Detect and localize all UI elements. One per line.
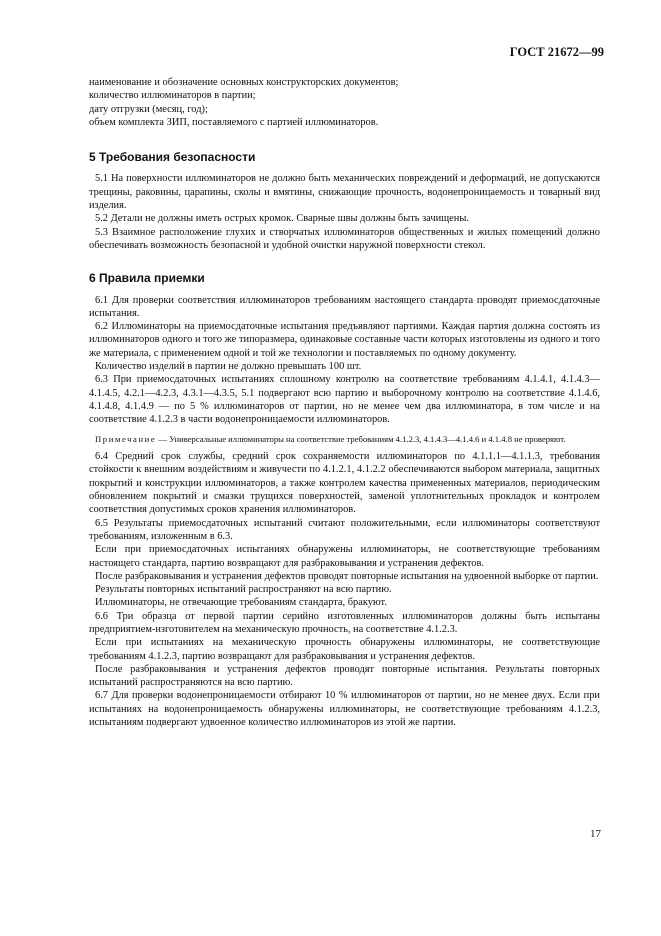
- paragraph: 6.1 Для проверки соответствия иллюминаторов требованиям настоящего стандарта проводят приемосдаточные испытания.: [89, 294, 600, 319]
- section-5-body: [89, 172, 600, 252]
- paragraph: После разбраковывания и устранения дефектов проводят повторные испытания. Результаты повторных испытаний распространяются на всю партию.: [89, 663, 600, 689]
- document-header: ГОСТ 21672—99: [509, 45, 604, 59]
- section-5-title: 5 Требования безопасности: [89, 150, 256, 165]
- paragraph: Количество изделий в партии не должно превышать 100 шт.: [95, 361, 362, 373]
- paragraph: 5.1 На поверхности иллюминаторов не должно быть механических повреждений и деформаций, не допускаются трещины, раковины, царапины, сколы и вмятины, снижающие прочность, водонепроницаемость и товарный вид изделия.: [89, 173, 600, 212]
- paragraph: Если при испытаниях на механическую прочность обнаружены иллюминаторы, не соответствующие требованиям 4.1.2.3, партию возвращают для разбраковывания и устранения дефектов.: [89, 637, 600, 662]
- paragraph: 6.2 Иллюминаторы на приемосдаточные испытания предъявляют партиями. Каждая партия должна состоять из иллюминаторов одного и того же типоразмера, одинаковые составные части которых изготовлены из одного и того же материала, с применением одной и той же технологии и поставляемых по одному документу.: [89, 321, 600, 359]
- paragraph: 5.3 Взаимное расположение глухих и створчатых иллюминаторов общественных и жилых помещений должно обеспечивать возможность безопасной и удобной очистки наружной поверхности стекол.: [89, 226, 600, 251]
- intro-list-item: дату отгрузки (месяц, год);: [89, 103, 208, 115]
- note: [95, 433, 600, 446]
- section-6-body: [89, 294, 600, 730]
- intro-list-item: количество иллюминаторов в партии;: [89, 90, 256, 102]
- page-number: 17: [590, 828, 601, 840]
- paragraph: Иллюминаторы, не отвечающие требованиям стандарта, бракуют.: [95, 597, 387, 609]
- intro-list-item: наименование и обозначение основных конструкторских документов;: [89, 77, 399, 88]
- paragraph: Если при приемосдаточных испытаниях обнаружены иллюминаторы, не соответствующие требованиям настоящего стандарта, партию возвращают для разбраковывания и устранения дефектов.: [89, 544, 600, 569]
- paragraph: 6.5 Результаты приемосдаточных испытаний считают положительными, если иллюминаторы соответствуют требованиям, изложенным в 6.3.: [89, 517, 600, 542]
- paragraph: 5.2 Детали не должны иметь острых кромок. Сварные швы должны быть зачищены.: [95, 213, 469, 225]
- paragraph: Результаты повторных испытаний распространяют на всю партию.: [95, 584, 392, 596]
- paragraph: 6.4 Средний срок службы, средний срок сохраняемости иллюминаторов по 4.1.1.1—4.1.1.3, требования стойкости к внешним воздействиям и живучести по 4.1.2.1, 4.1.2.2 обеспечиваются выбором материала, защитных покрытий и конструкции иллюминаторов, а также контролем качества примененных материалов, периодическим обновлением покрытий и смазки трущихся поверхностей, заменой уплотнительных прокладок и контролем соответствия допустимых сроков хранения иллюминаторов.: [89, 451, 600, 516]
- note-text: — Универсальные иллюминаторы на соответствие требованиям 4.1.2.3, 4.1.4.3—4.1.4.6 и 4.1.4.8 не проверяют.: [156, 433, 566, 444]
- note-label: Примечание: [95, 433, 157, 444]
- paragraph: 6.6 Три образца от первой партии серийно изготовленных иллюминаторов должны быть испытаны предприятием-изготовителем на механическую прочность, на соответствие 4.1.2.3.: [89, 610, 600, 635]
- paragraph: 6.7 Для проверки водонепроницаемости отбирают 10 % иллюминаторов от партии, но не менее двух. Если при испытаниях на водонепроницаемость обнаружены иллюминаторы, не соответствующие требованиям 4.1.2.3, испытаниям подвергают удвоенное количество иллюминаторов из этой же партии.: [89, 690, 600, 729]
- paragraph: 6.3 При приемосдаточных испытаниях сплошному контролю на соответствие требованиям 4.1.4.1, 4.1.4.3—4.1.4.5, 4.2.1—4.2.3, 4.3.1—4.3.5, 5.1 подвергают всю партию и выборочному контролю на соответствие 4.1.4.6, 4.1.4.8, 4.1.4.9 — по 5 % иллюминаторов от партии, но не менее чем два иллюминатора, в том числе и на соответствие 4.1.2.3 в части водонепроницаемости иллюминаторов.: [89, 374, 600, 426]
- document-body: [89, 76, 600, 729]
- section-6-title: 6 Правила приемки: [89, 271, 205, 286]
- intro-list-item: объем комплекта ЗИП, поставляемого с партией иллюминаторов.: [89, 116, 379, 128]
- intro-list: [89, 76, 600, 129]
- paragraph: После разбраковывания и устранения дефектов проводят повторные испытания на удвоенной выборке от партии.: [95, 570, 599, 582]
